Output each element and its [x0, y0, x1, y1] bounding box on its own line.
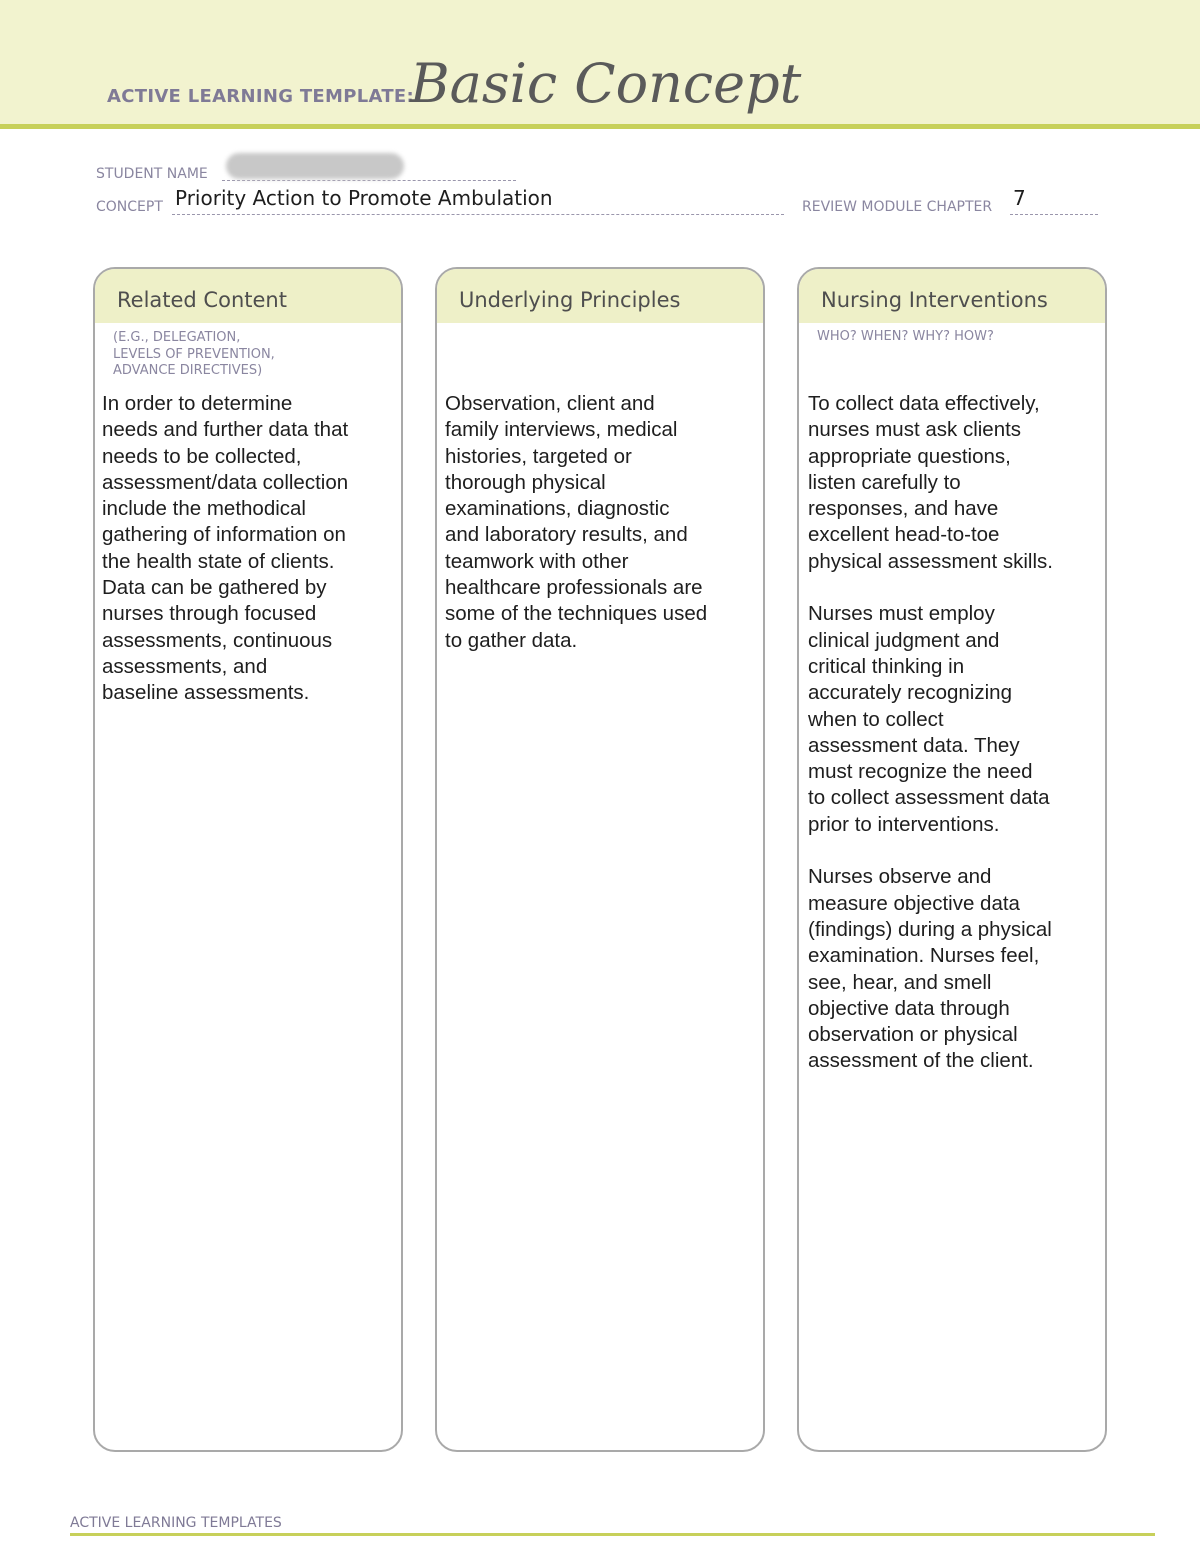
nursing-interventions-subtitle: WHO? WHEN? WHY? HOW?	[817, 329, 994, 344]
footer-label: ACTIVE LEARNING TEMPLATES	[70, 1515, 282, 1531]
nursing-interventions-body[interactable]: To collect data effectively, nurses must ask clients appropriate questions, listen carefully to responses, and have excellent head-to-toe physical assessment skills. Nurses must employ clinical judgment and critical thinking in accurately recognizing when to collect assessment data. They must recognize the need to collect assessment data prior to interventions. Nurses observe and measure objective data (findings) during a physical examination. Nurses feel, see, hear, and smell objective data through observation or physical assessment of the client.	[808, 392, 1053, 1073]
concept-label: CONCEPT	[96, 199, 163, 215]
underlying-principles-panel	[435, 267, 765, 1452]
concept-line	[172, 214, 784, 215]
concept-value[interactable]: Priority Action to Promote Ambulation	[175, 186, 553, 210]
review-module-label: REVIEW MODULE CHAPTER	[802, 199, 993, 215]
nursing-interventions-title: Nursing Interventions	[821, 288, 1048, 312]
student-name-redaction	[226, 153, 404, 179]
review-module-line	[1010, 214, 1098, 215]
underlying-principles-title: Underlying Principles	[459, 288, 681, 312]
related-content-body[interactable]: In order to determine needs and further data that needs to be collected, assessment/data collection include the methodical gathering of information on the health state of clients. Data can be gathered by nurses through focused assessments, continuous assessments, and baseline assessments.	[102, 392, 349, 705]
related-content-title: Related Content	[117, 288, 287, 312]
related-content-panel	[93, 267, 403, 1452]
student-name-label: STUDENT NAME	[96, 166, 208, 182]
template-title: Basic Concept	[410, 52, 802, 115]
template-label: ACTIVE LEARNING TEMPLATE:	[107, 86, 414, 107]
related-content-subtitle: (E.G., DELEGATION, LEVELS OF PREVENTION, ADVANCE DIRECTIVES)	[113, 330, 275, 378]
student-name-line	[222, 180, 516, 181]
underlying-principles-body[interactable]: Observation, client and family interviews, medical histories, targeted or thorough physical examinations, diagnostic and laboratory results, and teamwork with other healthcare professionals are some of the techniques used to gather data.	[445, 392, 708, 652]
review-module-value[interactable]: 7	[1013, 186, 1026, 210]
nursing-interventions-panel	[797, 267, 1107, 1452]
header-rule	[0, 124, 1200, 129]
footer-rule	[70, 1533, 1155, 1536]
